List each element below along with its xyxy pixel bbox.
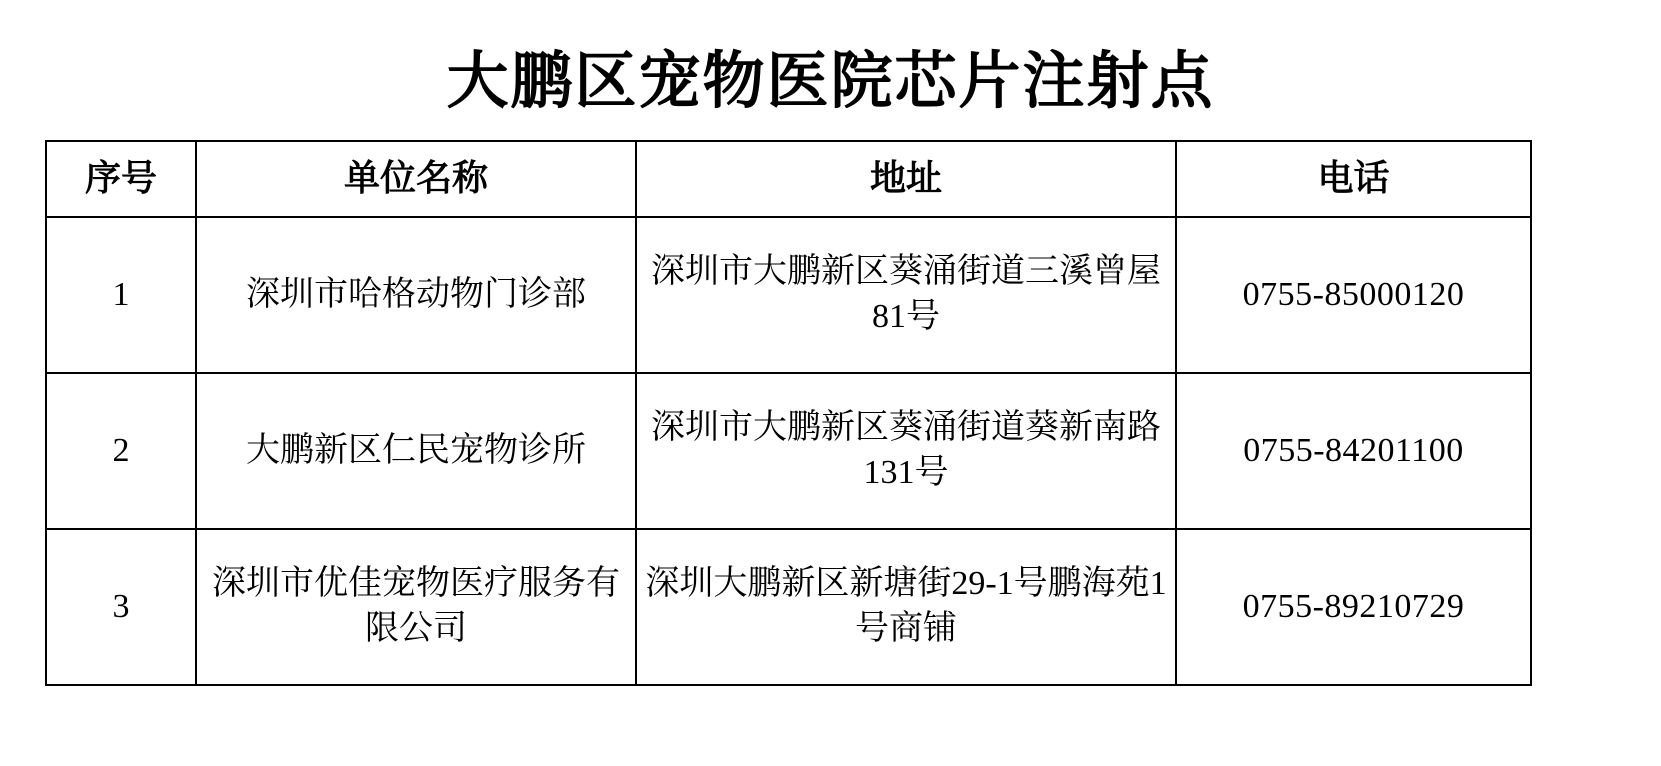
cell-name: 深圳市哈格动物门诊部 [196,217,636,373]
table-row [46,217,1531,373]
cell-index: 3 [46,529,196,685]
column-header-address: 地址 [636,141,1176,217]
column-header-phone: 电话 [1176,141,1531,217]
cell-phone: 0755-84201100 [1176,373,1531,529]
table-row [46,529,1531,685]
cell-name: 深圳市优佳宠物医疗服务有限公司 [196,529,636,685]
table-header-row [46,141,1531,217]
cell-address: 深圳市大鹏新区葵涌街道葵新南路131号 [636,373,1176,529]
page-title: 大鹏区宠物医院芯片注射点 [446,48,1215,116]
cell-index: 2 [46,373,196,529]
table-header [46,141,1531,217]
table-body [46,217,1531,685]
table-container [0,140,1661,686]
column-header-index: 序号 [46,141,196,217]
cell-address: 深圳大鹏新区新塘街29-1号鹏海苑1号商铺 [636,529,1176,685]
cell-phone: 0755-89210729 [1176,529,1531,685]
column-header-name: 单位名称 [196,141,636,217]
table-row [46,373,1531,529]
cell-phone: 0755-85000120 [1176,217,1531,373]
cell-index: 1 [46,217,196,373]
cell-name: 大鹏新区仁民宠物诊所 [196,373,636,529]
pet-hospital-table [45,140,1532,686]
cell-address: 深圳市大鹏新区葵涌街道三溪曾屋81号 [636,217,1176,373]
